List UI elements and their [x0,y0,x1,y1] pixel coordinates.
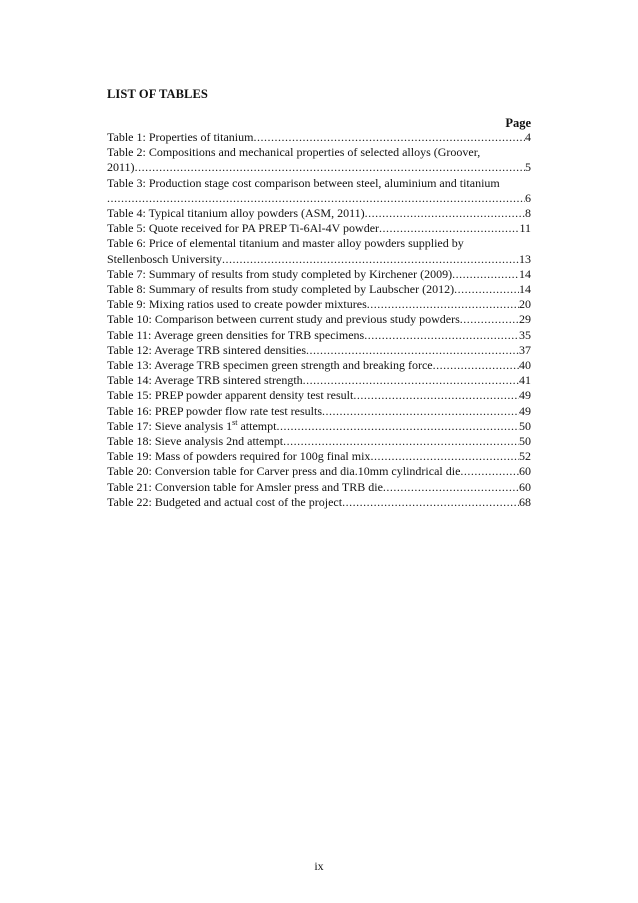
leader-dots [452,267,519,282]
toc-entry-title-line: Table 3: Production stage cost comparison between steel, aluminium and titanium [107,175,500,190]
toc-entry-title: Table 16: PREP powder flow rate test results [107,403,323,418]
toc-entry[interactable] [107,449,531,464]
toc-entry-page: 8 [525,206,531,221]
toc-entry-title: Table 15: PREP powder apparent density test result [107,388,354,403]
toc-entry[interactable] [107,480,531,495]
toc-entry-title: Table 4: Typical titanium alloy powders (ASM, 2011) [107,206,365,221]
toc-entry-page: 60 [519,464,531,479]
leader-dots [222,252,519,267]
toc-entry-page: 11 [519,221,531,236]
toc-entry[interactable] [107,388,531,403]
toc-entry[interactable] [107,495,531,510]
toc-entry-page: 20 [519,297,531,312]
page-column-label: Page [505,116,531,130]
toc-entry-title: Table 20: Conversion table for Carver press and dia.10mm cylindrical die [107,464,461,479]
toc-entry-page: 60 [519,479,531,494]
ordinal-superscript: st [232,417,238,427]
toc-entry-page: 50 [519,434,531,449]
toc-entry[interactable] [107,343,531,358]
toc-entry[interactable] [107,464,531,479]
toc-entry-page: 37 [519,342,531,357]
toc-entry-page: 50 [519,418,531,433]
toc-entry-title: Table 13: Average TRB specimen green strength and breaking force [107,358,433,373]
toc-entry-title: Table 7: Summary of results from study completed by Kirchener (2009) [107,266,453,281]
leader-dots [460,312,519,327]
toc-entry-title-part: attempt [237,418,277,433]
toc-entry-page: 41 [519,373,531,388]
leader-dots [276,419,519,434]
toc-entry-title [107,419,276,434]
toc-entry[interactable] [107,206,531,221]
toc-entry[interactable] [107,267,531,282]
leader-dots [367,297,519,312]
toc-entry[interactable] [107,328,531,343]
leader-dots [379,221,519,236]
toc-entry-title: Table 12: Average TRB sintered densities [107,342,307,357]
toc-entry-page: 68 [519,494,531,509]
toc-entry-title: Table 5: Quote received for PA PREP Ti-6Al-4V powder [107,221,380,236]
toc-entry[interactable] [107,282,531,297]
leader-dots [454,282,519,297]
toc-entry-title: Table 19: Mass of powders required for 100g final mix [107,449,371,464]
page-number: ix [314,859,324,873]
toc-entry[interactable] [107,176,531,206]
toc-entry-title: Table 11: Average green densities for TRB specimens [107,327,365,342]
leader-dots [322,404,519,419]
toc-entry[interactable] [107,434,531,449]
toc-entry-page: 6 [525,190,531,205]
toc-entry-title-part: Table 17: Sieve analysis 1 [107,418,233,433]
toc-entry-page: 14 [519,266,531,281]
leader-dots [342,495,519,510]
toc-entry[interactable] [107,404,531,419]
toc-entry-page: 13 [519,251,531,266]
toc-entry-page: 5 [525,160,531,175]
toc-entry[interactable] [107,312,531,327]
toc-entry-title-line: Table 2: Compositions and mechanical properties of selected alloys (Groover, [107,145,481,160]
toc-entry-title: 2011) [107,160,135,175]
toc-entry[interactable] [107,358,531,373]
toc-entry-title: Stellenbosch University [107,251,222,266]
toc-entry-page: 52 [519,449,531,464]
toc-entry-title: Table 21: Conversion table for Amsler press and TRB die [107,479,383,494]
toc-entry-title: Table 10: Comparison between current study and previous study powders [107,312,460,327]
toc-entry-page: 14 [519,282,531,297]
leader-dots [107,191,525,206]
leader-dots [460,464,519,479]
toc-entry[interactable] [107,236,531,266]
toc-entry-page: 40 [519,358,531,373]
toc-entry-title: Table 8: Summary of results from study completed by Laubscher (2012) [107,282,455,297]
leader-dots [383,480,519,495]
toc-entry-page: 29 [519,312,531,327]
leader-dots [433,358,519,373]
leader-dots [364,328,519,343]
leader-dots [303,373,519,388]
toc-entry[interactable] [107,130,531,145]
toc-entry-page: 4 [525,130,531,144]
toc-entry[interactable] [107,145,531,175]
toc-entry-title: Table 14: Average TRB sintered strength [107,373,303,388]
leader-dots [253,130,525,145]
table-list [107,130,531,510]
toc-entry-title: Table 22: Budgeted and actual cost of the project [107,494,343,509]
leader-dots [283,434,519,449]
toc-entry-title: Table 18: Sieve analysis 2nd attempt [107,434,284,449]
leader-dots [365,206,525,221]
leader-dots [370,449,519,464]
toc-entry-title: Table 1: Properties of titanium [107,130,254,144]
toc-entry[interactable] [107,297,531,312]
toc-entry-page: 35 [519,327,531,342]
page-title: LIST OF TABLES [107,87,208,101]
toc-entry-title: Table 9: Mixing ratios used to create powder mixtures [107,297,367,312]
toc-entry[interactable] [107,221,531,236]
toc-entry-page: 49 [519,403,531,418]
toc-entry-page: 49 [519,388,531,403]
toc-entry-title-line: Table 6: Price of elemental titanium and master alloy powders supplied by [107,236,464,251]
toc-entry[interactable] [107,373,531,388]
leader-dots [306,343,519,358]
toc-entry[interactable] [107,419,531,434]
leader-dots [353,388,519,403]
leader-dots [135,160,525,175]
